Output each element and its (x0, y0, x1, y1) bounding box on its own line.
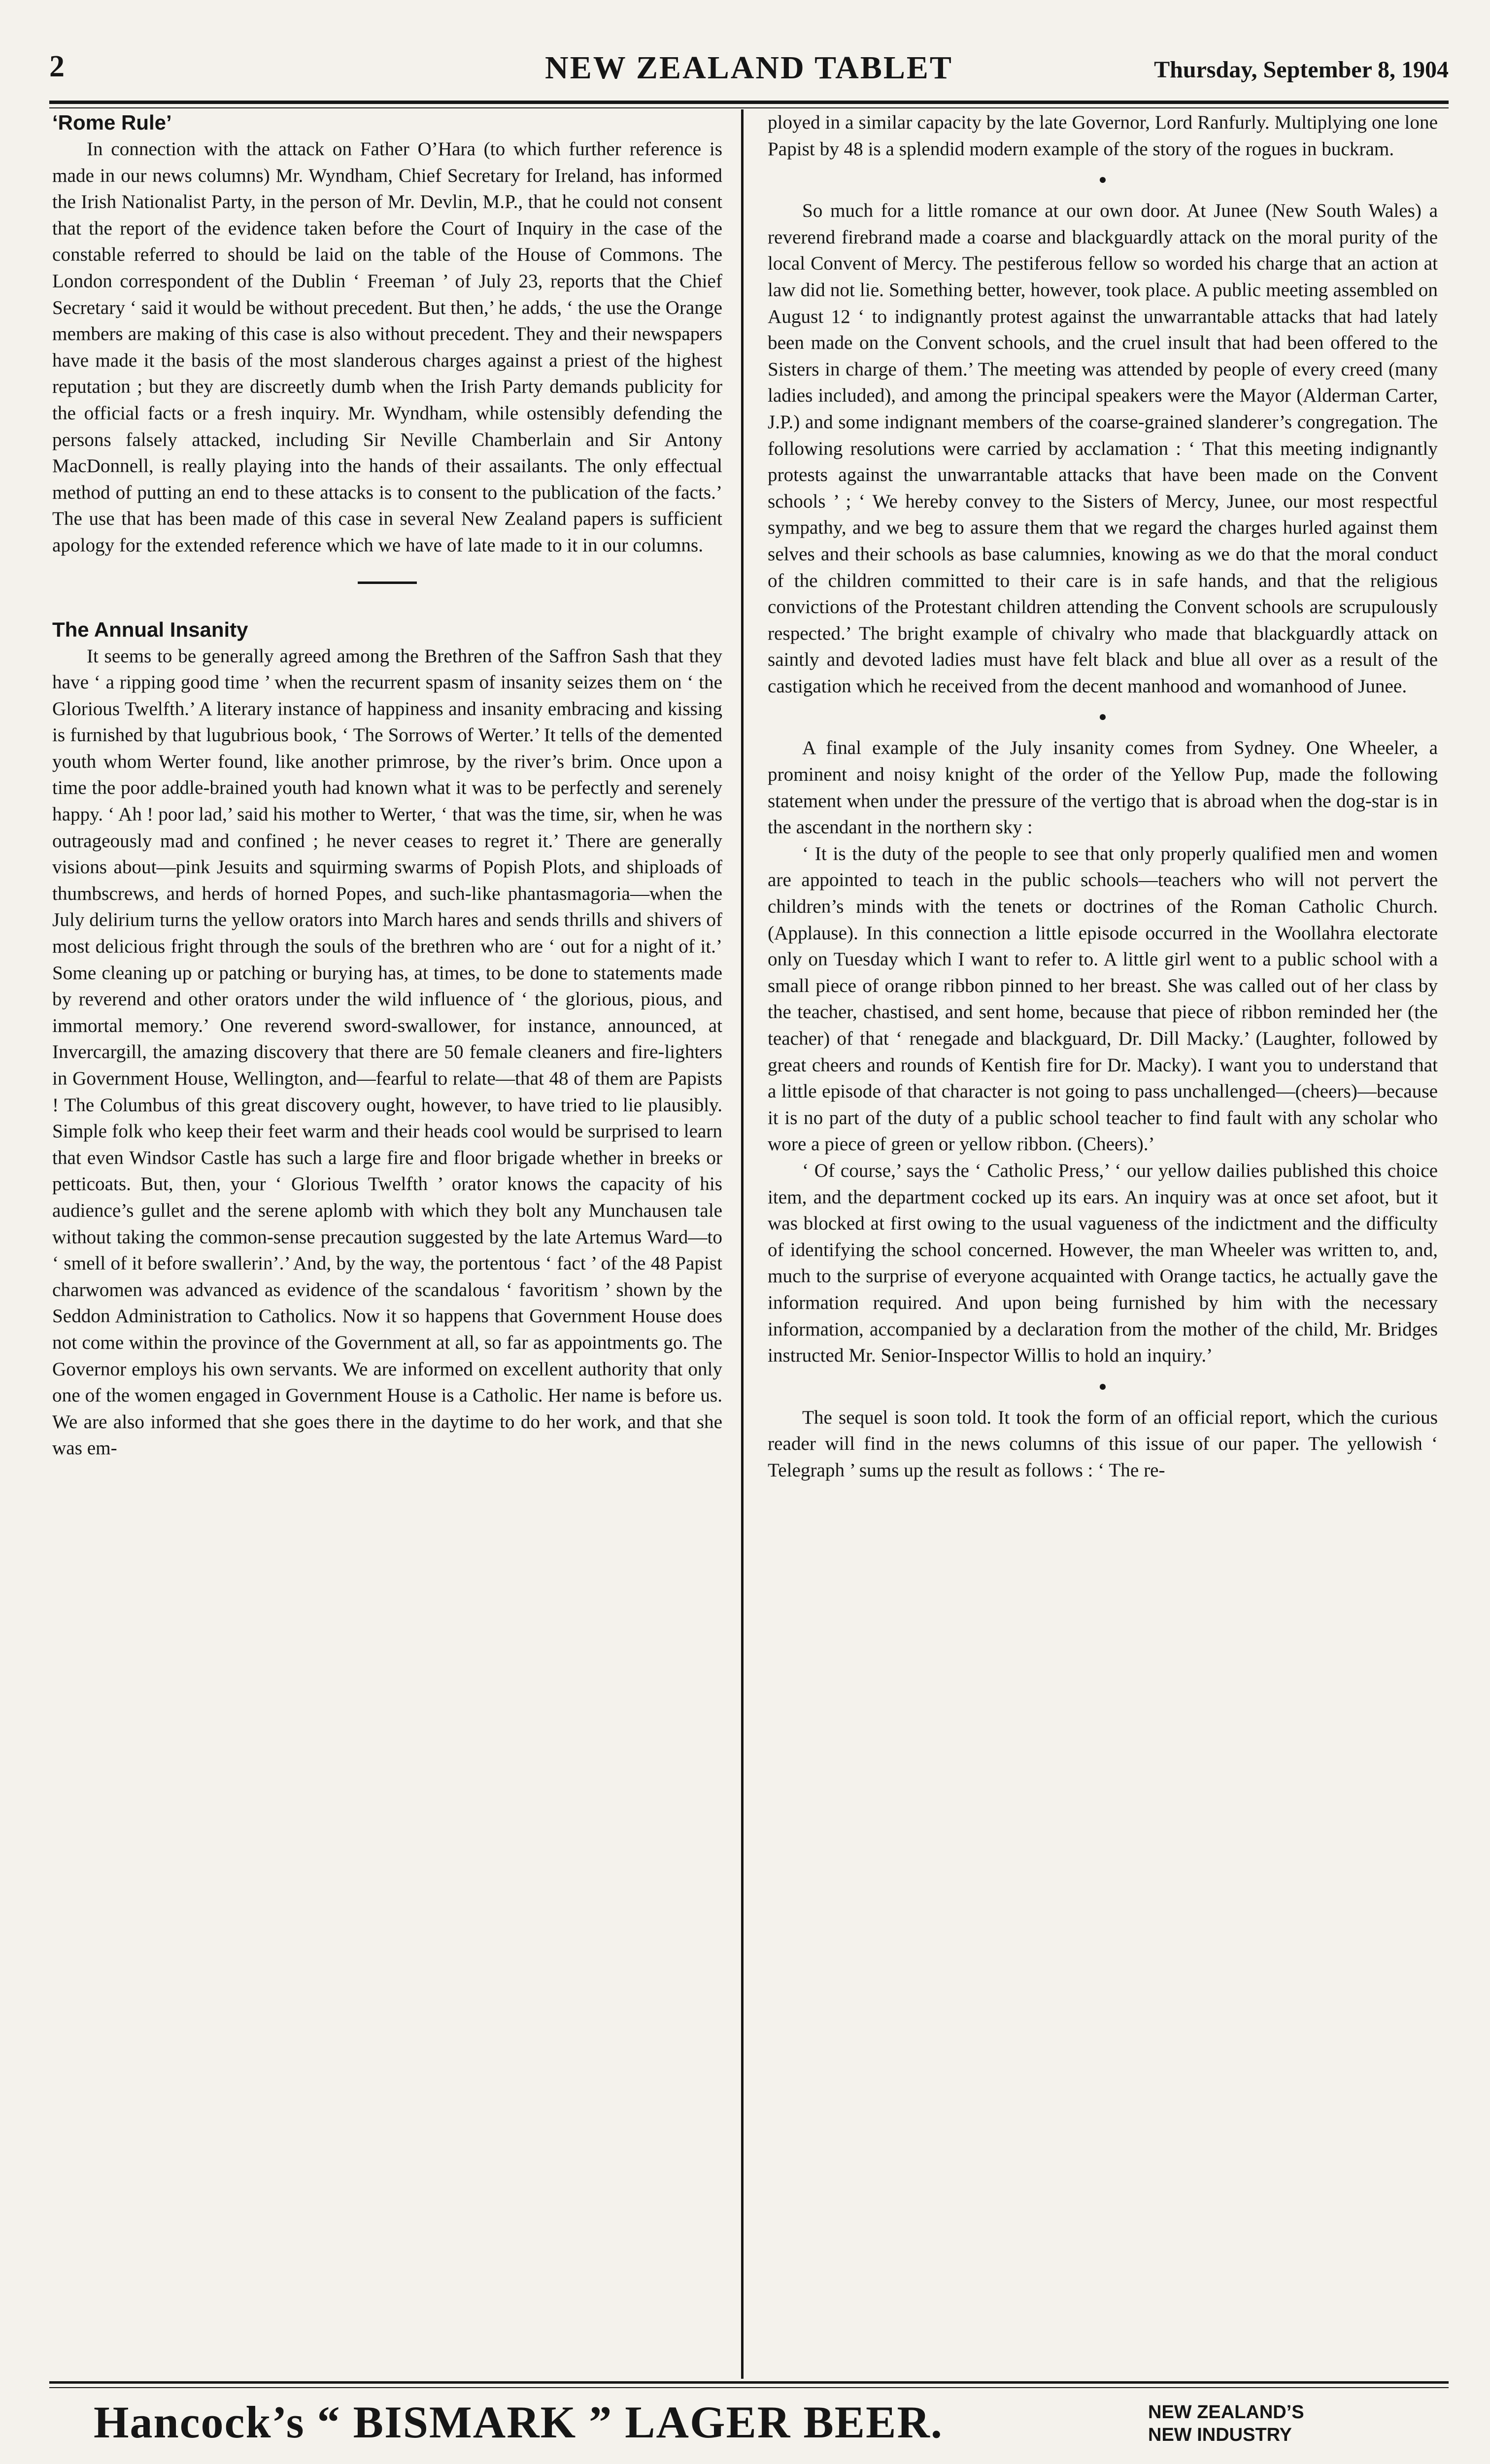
column-divider (741, 109, 744, 2379)
masthead-title: NEW ZEALAND TABLET (545, 50, 953, 86)
header-rule-thin (49, 107, 1449, 108)
left-column (52, 109, 722, 2376)
section-title-rome-rule: ‘Rome Rule’ (52, 111, 172, 134)
header-rule (49, 101, 1449, 104)
right-column (768, 109, 1438, 2376)
article-paragraph: It seems to be generally agreed among the Brethren of the Saffron Sash that they have ‘ a ripping good time ’ when the recurrent spasm of insanity seizes them on ‘ the Glorious Twelfth.’ A literary instance of happiness and insanity embracing and kissing is furnished by that lugubrious book, ‘ The Sorrows of Werter.’ It tells of the demented youth whom Werter found, like another primrose, by the river’s brim. Once upon a time the poor addle-brained youth had known what it was to be perfectly and serenely happy. ‘ Ah ! poor lad,’ said his mother to Werter, ‘ that was the time, sir, when he was outrageously mad and confined ; he never ceases to regret it.’ There are generally visions about—pink Jesuits and squirming swarms of Popish Plots, and shiploads of thumbscrews, and herds of horned Popes, and such-like phantasmagoria—when the July delirium turns the yellow orators into March hares and sends thrills and shivers of most delicious fright through the souls of the brethren who are ‘ out for a night of it.’ Some cleaning up or patching or burying has, at times, to be done to statements made by reverend and other orators under the wild influence of ‘ the glorious, pious, and immortal memory.’ One reverend sword-swallower, for instance, announced, at Invercargill, the amazing discovery that there are 50 female cleaners and fire-lighters in Government House, Wellington, and—fearful to relate—that 48 of them are Papists ! The Columbus of this great discovery ought, however, to have tried to lie plausibly. Simple folk who keep their feet warm and their heads cool would be surprised to learn that even Windsor Castle has such a large fire and floor brigade whether in breeks or petticoats. But, then, your ‘ Glorious Twelfth ’ orator knows the capacity of his audience’s gullet and the serene aplomb with which they bolt any Munchausen tale without taking the common-sense precaution suggested by the late Artemus Ward—to ‘ smell of it before swallerin’.’ And, by the way, the portentous ‘ fact ’ of the 48 Papist charwomen was advanced as evidence of the scandalous ‘ favoritism ’ shown by the Seddon Administration to Catholics. Now it so happens that Government House does not come within the province of the Government at all, so far as appointments go. The Governor employs his own servants. We are informed on excellent authority that only one of the women engaged in Government House is a Catholic. Her name is before us. We are also informed that she goes there in the daytime to do her work, and that she was em- (52, 645, 722, 1459)
article-paragraph: The sequel is soon told. It took the form of an official report, which the curious reader will find in the news columns of this issue of our paper. The yellowish ‘ Telegraph ’ sums up the result as follows : ‘ The re- (768, 1406, 1438, 1481)
footer-advertisement (94, 2396, 1424, 2460)
article-paragraph: In connection with the attack on Father O’Hara (to which further reference is made in our news columns) Mr. Wyndham, Chief Secretary for Ireland, has informed the Irish Nationalist Party, in the person of Mr. Devlin, M.P., that he could not consent that the report of the evidence taken before the Court of Inquiry in the case of the constable referred to should be laid on the table of the House of Commons. The London correspondent of the Dublin ‘ Freeman ’ of July 23, reports that the Chief Secretary ‘ said it would be without precedent. But then,’ he adds, ‘ the use the Orange members are making of this case is also without precedent. They and their newspapers have made it the basis of the most slanderous charges against a priest of the highest reputation ; but they are discreetly dumb when the Irish Party demands publicity for the official facts or a fresh inquiry. Mr. Wyndham, while ostensibly defending the persons falsely attacked, including Sir Neville Chamberlain and Sir Antony MacDonnell, is really playing into the hands of their assailants. The only effectual method of putting an end to these attacks is to consent to the publication of the facts.’ The use that has been made of this case in several New Zealand papers is sufficient apology for the extended reference which we have of late made to it in our columns. (52, 138, 722, 556)
article-paragraph: So much for a little romance at our own door. At Junee (New South Wales) a reverend firebrand made a coarse and blackguardly attack on the moral purity of the local Convent of Mercy. The pestiferous fellow so worded his charge that an action at law did not lie. Something better, however, took place. A public meeting assembled on August 12 ‘ to indignantly protest against the unwarrantable attacks that had lately been made on the Convent schools, and the cruel insult that had been offered to the Sisters in charge of them.’ The meeting was attended by people of every creed (many ladies included), and among the principal speakers were the Mayor (Alderman Carter, J.P.) and some indignant members of the coarse-grained slanderer’s congregation. The following resolutions were carried by acclamation : ‘ That this meeting indignantly protests against the unwarrantable attacks that have been made on the Convent schools ’ ; ‘ We hereby convey to the Sisters of Mercy, Junee, our most respectful sympathy, and we beg to assure them that we regard the charges hurled against them selves and their schools as base calumnies, knowing as we do that the moral conduct of the children committed to their care is in safe hands, and that the religious convictions of the Protestant children attending the Convent schools are scrupulously respected.’ The bright example of chivalry who made that blackguardly attack on saintly and devoted ladies must have felt black and blue all over as a result of the castigation which he received from the decent manhood and womanhood of Junee. (768, 200, 1438, 697)
footer-rule (49, 2381, 1449, 2384)
quoted-paragraph: ‘ Of course,’ says the ‘ Catholic Press,’ ‘ our yellow dailies published this choice item, and the department cocked up its ears. An inquiry was at once set afoot, but it was blocked at first owing to the usual vagueness of the indictment and the difficulty of identifying the school concerned. However, the man Wheeler was written to, and, much to the surprise of everyone acquainted with Orange tactics, he actually gave the information required. And upon being furnished by him with the necessary information, accompanied by a declaration from the mother of the child, Mr. Bridges instructed Mr. Senior-Inspector Willis to hold an inquiry.’ (768, 1160, 1438, 1367)
advertisement-tagline-line1: NEW ZEALAND’S (1148, 2402, 1304, 2423)
bullet-separator: ● (1098, 172, 1107, 188)
advertisement-headline: Hancock’s “ BISMARK ” LAGER BEER. (94, 2397, 943, 2447)
bullet-separator: ● (1098, 709, 1107, 725)
advertisement-tagline-line2: NEW INDUSTRY (1148, 2425, 1292, 2445)
section-title-annual-insanity: The Annual Insanity (52, 617, 248, 641)
footer-rule-thin (49, 2387, 1449, 2388)
bullet-separator: ● (1098, 1378, 1107, 1394)
issue-date: Thursday, September 8, 1904 (1154, 57, 1449, 83)
advertisement-tagline (1148, 2401, 1304, 2446)
article-paragraph: A final example of the July insanity comes from Sydney. One Wheeler, a prominent and noisy knight of the order of the Yellow Pup, made the following statement when under the pressure of the vertigo that is abroad when the dog-star is in the ascendant in the northern sky : (768, 737, 1438, 838)
page-header (49, 49, 1449, 108)
page-number: 2 (49, 50, 65, 83)
section-divider (358, 582, 417, 584)
quoted-paragraph: ‘ It is the duty of the people to see that only properly qualified men and women are appointed to teach in the public schools—teachers who will not pervert the children’s minds with the tenets or doctrines of the Roman Catholic Church. (Applause). In this connection a little episode occurred in the Woollahra electorate only on Tuesday which I want to refer to. A little girl went to a public school with a small piece of orange ribbon pinned to her breast. She was called out of her class by the teacher, chastised, and sent home, because that piece of ribbon reminded her (the teacher) of that ‘ renegade and blackguard, Dr. Dill Macky.’ (Laughter, followed by great cheers and rounds of Kentish fire for Dr. Macky). I want you to understand that a little episode of that character is not going to pass unchallenged—(cheers)—because it is no part of the duty of a public school teacher to find fault with any scholar who wore a piece of green or yellow ribbon. (Cheers).’ (768, 843, 1438, 1155)
article-paragraph: ployed in a similar capacity by the late Governor, Lord Ranfurly. Multiplying one lone Papist by 48 is a splendid modern example of the story of the rogues in buckram. (768, 112, 1438, 160)
